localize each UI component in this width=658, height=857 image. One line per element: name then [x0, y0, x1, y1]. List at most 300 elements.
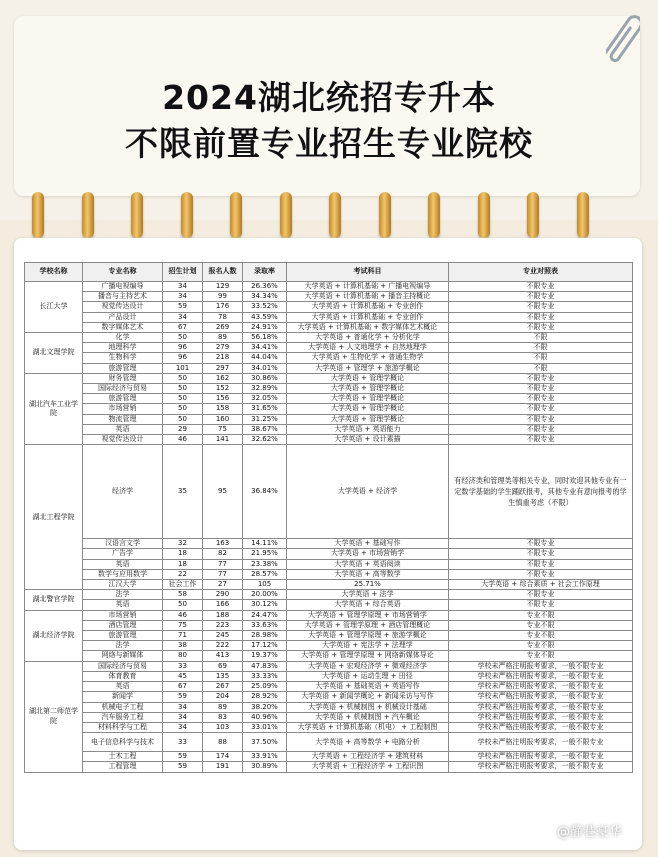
major-cell: 数学与应用数学	[83, 569, 163, 579]
watermark: @静巷豪华	[556, 825, 622, 840]
binder-ring	[329, 192, 341, 238]
plan-cell: 29	[163, 424, 203, 434]
rate-cell: 34.01%	[243, 363, 287, 373]
subjects-cell: 大学英语 + 管理学原理 + 旅游学概论	[287, 631, 449, 641]
rate-cell: 30.86%	[243, 373, 287, 383]
note-cell: 不限专业	[449, 404, 633, 414]
table-row	[25, 435, 633, 445]
applicants-cell: 69	[203, 661, 243, 671]
subjects-cell: 大学英语 + 市场营销学	[287, 549, 449, 559]
subjects-cell: 大学英语 + 管理学概论	[287, 373, 449, 383]
note-cell: 不限专业	[449, 302, 633, 312]
rate-cell: 38.67%	[243, 424, 287, 434]
applicants-cell: 290	[203, 590, 243, 600]
table-row	[25, 445, 633, 539]
note-cell: 不限专业	[449, 322, 633, 332]
plan-cell: 50	[163, 373, 203, 383]
subjects-cell: 大学英语 + 普通化学 + 分析化学	[287, 333, 449, 343]
applicants-cell: 141	[203, 435, 243, 445]
table-row	[25, 559, 633, 569]
binder-ring	[379, 192, 391, 238]
applicants-cell: 222	[203, 641, 243, 651]
subjects-cell: 大学英语 + 宪法学 + 法理学	[287, 641, 449, 651]
school-cell: 湖北工程学院	[25, 445, 83, 590]
plan-cell: 35	[163, 445, 203, 539]
rate-cell: 21.95%	[243, 549, 287, 559]
binder-ring	[527, 192, 539, 238]
plan-cell: 50	[163, 384, 203, 394]
subjects-cell: 大学英语 + 基础英语 + 英语写作	[287, 682, 449, 692]
subjects-cell: 大学英语 + 人文地理学 + 自然地理学	[287, 343, 449, 353]
table-row	[25, 363, 633, 373]
note-cell: 学校未严格注明报考要求，一般不限专业	[449, 671, 633, 681]
table-row	[25, 353, 633, 363]
major-cell: 物流管理	[83, 414, 163, 424]
note-cell: 有经济类和管理类等相关专业，同时欢迎其他专业有一定数学基础的学生踊跃报考，其他专业有意向报考的学生慎重考虑（不限）	[449, 445, 633, 539]
rate-cell: 34.41%	[243, 343, 287, 353]
plan-cell: 32	[163, 539, 203, 549]
rate-cell: 32.62%	[243, 435, 287, 445]
rate-cell: 37.50%	[243, 733, 287, 752]
note-cell: 不限专业	[449, 424, 633, 434]
applicants-cell: 82	[203, 549, 243, 559]
note-cell: 不限专业	[449, 414, 633, 424]
note-cell: 不限专业	[449, 282, 633, 292]
table-row	[25, 302, 633, 312]
note-cell: 学校未严格注明报考要求，一般不限专业	[449, 661, 633, 671]
subjects-cell: 大学英语 + 管理学概论	[287, 384, 449, 394]
plan-cell: 67	[163, 322, 203, 332]
rate-cell: 33.33%	[243, 671, 287, 681]
subjects-cell: 大学英语 + 设计素描	[287, 435, 449, 445]
major-cell: 旅游管理	[83, 631, 163, 641]
subjects-cell: 大学英语 + 综合英语	[287, 600, 449, 610]
rate-cell: 28.57%	[243, 569, 287, 579]
applicants-cell: 218	[203, 353, 243, 363]
plan-cell: 33	[163, 733, 203, 752]
school-cell: 湖北汽车工业学院	[25, 373, 83, 444]
note-cell: 不限专业	[449, 312, 633, 322]
major-cell: 广告学	[83, 549, 163, 559]
note-cell: 学校未严格注明报考要求，一般不限专业	[449, 722, 633, 732]
major-cell: 产品设计	[83, 312, 163, 322]
plan-cell: 96	[163, 353, 203, 363]
major-cell: 社会工作	[163, 580, 203, 590]
major-cell: 数字媒体艺术	[83, 322, 163, 332]
note-cell: 学校未严格注明报考要求，一般不限专业	[449, 702, 633, 712]
applicants-cell: 75	[203, 424, 243, 434]
applicants-cell: 77	[203, 569, 243, 579]
plan-cell: 34	[163, 712, 203, 722]
major-cell: 汉语言文学	[83, 539, 163, 549]
applicants-cell: 78	[203, 312, 243, 322]
subjects-cell: 大学英语 + 综合素质 + 社会工作原理	[449, 580, 633, 590]
table-row	[25, 322, 633, 332]
major-cell: 广播电视编导	[83, 282, 163, 292]
rate-cell: 33.63%	[243, 620, 287, 630]
binder-ring	[478, 192, 490, 238]
subjects-cell: 大学英语 + 计算机基础（机电） + 工程制图	[287, 722, 449, 732]
applicants-cell: 413	[203, 651, 243, 661]
note-cell: 不限专业	[449, 600, 633, 610]
plan-cell: 22	[163, 569, 203, 579]
binder-ring	[230, 192, 242, 238]
table-row	[25, 414, 633, 424]
binder-ring	[428, 192, 440, 238]
major-cell: 材料科学与工程	[83, 722, 163, 732]
note-cell: 不限专业	[449, 394, 633, 404]
school-cell: 湖北经济学院	[25, 610, 83, 661]
note-cell: 专业不限	[449, 610, 633, 620]
rate-cell: 14.11%	[243, 539, 287, 549]
table-row	[25, 733, 633, 752]
note-cell: 不限专业	[449, 549, 633, 559]
binder-ring	[181, 192, 193, 238]
applicants-cell: 105	[243, 580, 287, 590]
school-cell: 湖北文理学院	[25, 333, 83, 374]
note-cell: 专业不限	[449, 641, 633, 651]
major-cell: 汽车服务工程	[83, 712, 163, 722]
note-cell: 不限专业	[449, 435, 633, 445]
major-cell: 旅游管理	[83, 394, 163, 404]
note-cell: 不限专业	[449, 292, 633, 302]
binder-ring	[131, 192, 143, 238]
subjects-cell: 大学英语 + 新闻学概论 + 新闻采访与写作	[287, 692, 449, 702]
major-cell: 英语	[83, 682, 163, 692]
rate-cell: 32.05%	[243, 394, 287, 404]
rate-cell: 20.00%	[243, 590, 287, 600]
plan-cell: 96	[163, 343, 203, 353]
table-row	[25, 641, 633, 651]
plan-cell: 80	[163, 651, 203, 661]
major-cell: 播音与主持艺术	[83, 292, 163, 302]
table-row	[25, 702, 633, 712]
major-cell: 经济学	[83, 445, 163, 539]
plan-cell: 59	[163, 752, 203, 762]
rate-cell: 43.59%	[243, 312, 287, 322]
major-cell: 国际经济与贸易	[83, 384, 163, 394]
header-subjects: 考试科目	[287, 263, 449, 282]
rate-cell: 24.47%	[243, 610, 287, 620]
applicants-cell: 166	[203, 600, 243, 610]
applicants-cell: 174	[203, 752, 243, 762]
major-cell: 生物科学	[83, 353, 163, 363]
plan-cell: 58	[163, 590, 203, 600]
applicants-cell: 223	[203, 620, 243, 630]
major-cell: 市场营销	[83, 610, 163, 620]
subjects-cell: 大学英语 + 生物化学 + 普通生物学	[287, 353, 449, 363]
note-cell: 专业不限	[449, 631, 633, 641]
rate-cell: 36.84%	[243, 445, 287, 539]
subjects-cell: 大学英语 + 机械制图 + 机械设计基础	[287, 702, 449, 712]
rate-cell: 28.92%	[243, 692, 287, 702]
header-rate: 录取率	[243, 263, 287, 282]
major-cell: 酒店管理	[83, 620, 163, 630]
plan-cell: 18	[163, 549, 203, 559]
plan-cell: 34	[163, 722, 203, 732]
plan-cell: 59	[163, 692, 203, 702]
applicants-cell: 279	[203, 343, 243, 353]
rate-cell: 32.89%	[243, 384, 287, 394]
table-row	[25, 333, 633, 343]
major-cell: 市场营销	[83, 404, 163, 414]
rate-cell: 33.52%	[243, 302, 287, 312]
table-row	[25, 569, 633, 579]
major-cell: 新闻学	[83, 692, 163, 702]
plan-cell: 59	[163, 302, 203, 312]
rate-cell: 33.91%	[243, 752, 287, 762]
rate-cell: 25.71%	[287, 580, 449, 590]
subjects-cell: 大学英语 + 管理学概论	[287, 414, 449, 424]
plan-cell: 18	[163, 559, 203, 569]
applicants-cell: 88	[203, 733, 243, 752]
note-cell: 学校未严格注明报考要求，一般不限专业	[449, 752, 633, 762]
table-row	[25, 590, 633, 600]
note-cell: 专业不限	[449, 620, 633, 630]
note-cell: 学校未严格注明报考要求，一般不限专业	[449, 682, 633, 692]
paperclip-icon	[606, 8, 640, 72]
plan-cell: 46	[163, 435, 203, 445]
table-row	[25, 549, 633, 559]
plan-cell: 33	[163, 661, 203, 671]
plan-cell: 45	[163, 671, 203, 681]
page-title-line2: 不限前置专业招生专业院校	[125, 124, 533, 163]
header-major: 专业名称	[83, 263, 163, 282]
subjects-cell: 大学英语 + 经济学	[287, 445, 449, 539]
plan-cell: 101	[163, 363, 203, 373]
subjects-cell: 大学英语 + 英语阅读	[287, 559, 449, 569]
table-row	[25, 661, 633, 671]
major-cell: 法学	[83, 641, 163, 651]
rate-cell: 24.91%	[243, 322, 287, 332]
subjects-cell: 大学英语 + 计算机基础 + 专业创作	[287, 302, 449, 312]
subjects-cell: 大学英语 + 基础写作	[287, 539, 449, 549]
major-cell: 英语	[83, 600, 163, 610]
rate-cell: 31.25%	[243, 414, 287, 424]
header-school: 学校名称	[25, 263, 83, 282]
major-cell: 视觉传达设计	[83, 435, 163, 445]
binder-ring	[82, 192, 94, 238]
plan-cell: 46	[163, 610, 203, 620]
subjects-cell: 大学英语 + 法学	[287, 590, 449, 600]
school-cell: 湖北第二师范学院	[25, 661, 83, 772]
subjects-cell: 大学英语 + 计算机基础 + 数字媒体艺术概论	[287, 322, 449, 332]
note-cell: 不限专业	[449, 559, 633, 569]
plan-cell: 75	[163, 620, 203, 630]
rate-cell: 25.09%	[243, 682, 287, 692]
school-table	[24, 262, 633, 773]
table-row	[25, 292, 633, 302]
table-row	[25, 343, 633, 353]
rate-cell: 30.12%	[243, 600, 287, 610]
applicants-cell: 99	[203, 292, 243, 302]
applicants-cell: 83	[203, 712, 243, 722]
applicants-cell: 77	[203, 559, 243, 569]
header-applicants: 报名人数	[203, 263, 243, 282]
table-row	[25, 762, 633, 772]
subjects-cell: 大学英语 + 宏观经济学 + 微观经济学	[287, 661, 449, 671]
applicants-cell: 204	[203, 692, 243, 702]
rate-cell: 56.18%	[243, 333, 287, 343]
major-cell: 网络与新媒体	[83, 651, 163, 661]
applicants-cell: 95	[203, 445, 243, 539]
table-sheet	[14, 238, 642, 850]
note-cell: 不限	[449, 363, 633, 373]
table-row	[25, 610, 633, 620]
plan-cell: 50	[163, 333, 203, 343]
applicants-cell: 188	[203, 610, 243, 620]
table-row	[25, 580, 633, 590]
plan-cell: 34	[163, 282, 203, 292]
major-cell: 视觉传达设计	[83, 302, 163, 312]
note-cell: 专业不限	[449, 651, 633, 661]
table-row	[25, 424, 633, 434]
subjects-cell: 大学英语 + 机械制图 + 汽车概论	[287, 712, 449, 722]
table-row	[25, 539, 633, 549]
major-cell: 英语	[83, 559, 163, 569]
subjects-cell: 大学英语 + 管理学 + 旅游学概论	[287, 363, 449, 373]
subjects-cell: 大学英语 + 管理学原理 + 网络新媒体导论	[287, 651, 449, 661]
plan-cell: 50	[163, 404, 203, 414]
school-cell: 湖北警官学院	[25, 590, 83, 610]
table-row	[25, 692, 633, 702]
rate-cell: 40.96%	[243, 712, 287, 722]
subjects-cell: 大学英语 + 高等数学	[287, 569, 449, 579]
plan-cell: 34	[163, 702, 203, 712]
note-cell: 不限专业	[449, 569, 633, 579]
note-cell: 不限专业	[449, 539, 633, 549]
major-cell: 旅游管理	[83, 363, 163, 373]
applicants-cell: 135	[203, 671, 243, 681]
rate-cell: 33.01%	[243, 722, 287, 732]
binder-ring	[280, 192, 292, 238]
table-row	[25, 671, 633, 681]
note-cell: 不限	[449, 343, 633, 353]
subjects-cell: 大学英语 + 运动生理 + 田径	[287, 671, 449, 681]
rate-cell: 47.83%	[243, 661, 287, 671]
subjects-cell: 大学英语 + 工程经济学 + 建筑材料	[287, 752, 449, 762]
applicants-cell: 191	[203, 762, 243, 772]
rate-cell: 34.34%	[243, 292, 287, 302]
major-cell: 国际经济与贸易	[83, 661, 163, 671]
major-cell: 机械电子工程	[83, 702, 163, 712]
table-row	[25, 631, 633, 641]
binder-ring	[577, 192, 589, 238]
applicants-cell: 269	[203, 322, 243, 332]
applicants-cell: 103	[203, 722, 243, 732]
table-row	[25, 282, 633, 292]
header-plan: 招生计划	[163, 263, 203, 282]
note-cell: 不限专业	[449, 384, 633, 394]
subjects-cell: 大学英语 + 计算机基础 + 专业创作	[287, 312, 449, 322]
table-row	[25, 712, 633, 722]
rate-cell: 26.36%	[243, 282, 287, 292]
note-cell: 不限专业	[449, 373, 633, 383]
school-cell: 长江大学	[25, 282, 83, 333]
subjects-cell: 大学英语 + 计算机基础 + 播音主持概论	[287, 292, 449, 302]
table-row	[25, 373, 633, 383]
table-row	[25, 752, 633, 762]
applicants-cell: 160	[203, 414, 243, 424]
table-row	[25, 394, 633, 404]
subjects-cell: 大学英语 + 管理学概论	[287, 394, 449, 404]
note-cell: 不限	[449, 333, 633, 343]
applicants-cell: 158	[203, 404, 243, 414]
school-cell: 江汉大学	[83, 580, 163, 590]
subjects-cell: 大学英语 + 管理学原理 + 市场营销学	[287, 610, 449, 620]
rate-cell: 38.20%	[243, 702, 287, 712]
major-cell: 法学	[83, 590, 163, 600]
applicants-cell: 162	[203, 373, 243, 383]
table-row	[25, 384, 633, 394]
plan-cell: 34	[163, 292, 203, 302]
applicants-cell: 245	[203, 631, 243, 641]
rate-cell: 23.38%	[243, 559, 287, 569]
applicants-cell: 176	[203, 302, 243, 312]
table-row	[25, 404, 633, 414]
subjects-cell: 大学英语 + 高等数学 + 电路分析	[287, 733, 449, 752]
applicants-cell: 163	[203, 539, 243, 549]
table-row	[25, 722, 633, 732]
major-cell: 工程管理	[83, 762, 163, 772]
applicants-cell: 267	[203, 682, 243, 692]
applicants-cell: 297	[203, 363, 243, 373]
subjects-cell: 大学英语 + 计算机基础 + 广播电视编导	[287, 282, 449, 292]
applicants-cell: 156	[203, 394, 243, 404]
major-cell: 财务管理	[83, 373, 163, 383]
note-cell: 学校未严格注明报考要求，一般不限专业	[449, 692, 633, 702]
plan-cell: 59	[163, 762, 203, 772]
rate-cell: 19.37%	[243, 651, 287, 661]
table-row	[25, 682, 633, 692]
major-cell: 电子信息科学与技术	[83, 733, 163, 752]
subjects-cell: 大学英语 + 管理学概论	[287, 404, 449, 414]
page-title-line1: 2024湖北统招专升本	[162, 78, 496, 117]
note-cell: 学校未严格注明报考要求，一般不限专业	[449, 712, 633, 722]
major-cell: 地理科学	[83, 343, 163, 353]
plan-cell: 38	[163, 641, 203, 651]
table-row	[25, 312, 633, 322]
plan-cell: 71	[163, 631, 203, 641]
table-header-row	[25, 263, 633, 282]
rate-cell: 31.65%	[243, 404, 287, 414]
header-note: 专业对照表	[449, 263, 633, 282]
major-cell: 体育教育	[83, 671, 163, 681]
table-row	[25, 600, 633, 610]
plan-cell: 50	[163, 394, 203, 404]
applicants-cell: 89	[203, 702, 243, 712]
applicants-cell: 129	[203, 282, 243, 292]
major-cell: 英语	[83, 424, 163, 434]
plan-cell: 50	[163, 414, 203, 424]
plan-cell: 34	[163, 312, 203, 322]
applicants-cell: 89	[203, 333, 243, 343]
major-cell: 土木工程	[83, 752, 163, 762]
major-cell: 化学	[83, 333, 163, 343]
table-row	[25, 651, 633, 661]
rate-cell: 28.98%	[243, 631, 287, 641]
binder-ring	[32, 192, 44, 238]
table-row	[25, 620, 633, 630]
subjects-cell: 大学英语 + 英语能力	[287, 424, 449, 434]
rate-cell: 17.12%	[243, 641, 287, 651]
subjects-cell: 大学英语 + 管理学原理 + 酒店管理概论	[287, 620, 449, 630]
note-cell: 不限专业	[449, 590, 633, 600]
note-cell: 不限	[449, 353, 633, 363]
rate-cell: 44.04%	[243, 353, 287, 363]
plan-cell: 27	[203, 580, 243, 590]
subjects-cell: 大学英语 + 工程经济学 + 工程识图	[287, 762, 449, 772]
